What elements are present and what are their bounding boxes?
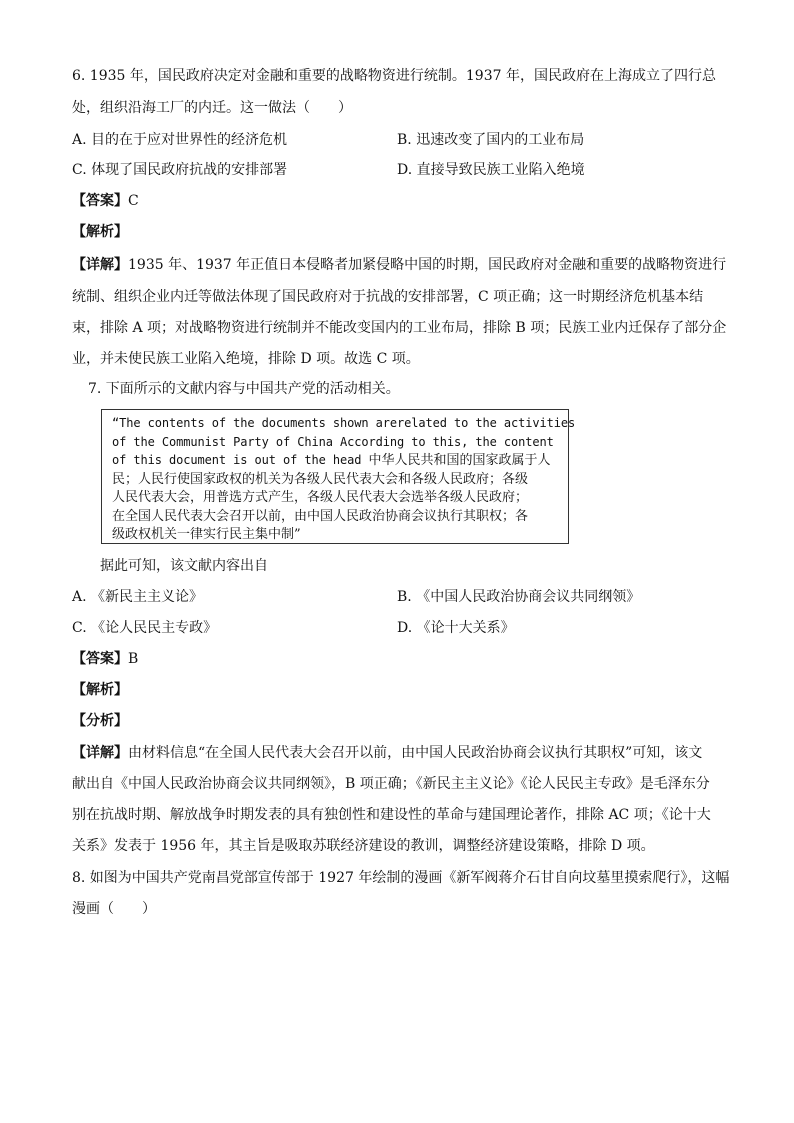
q7-detail-line4: 关系》发表于 1956 年，其主旨是吸取苏联经济建设的教训，调整经济建设策略，排除 D 项。 xyxy=(72,838,655,854)
q7-detail-line1 xyxy=(72,743,702,763)
q7-fenxi-label: 【分析】 xyxy=(72,713,128,729)
q8-stem-line1: 8. 如图为中国共产党南昌党部宣传部于 1927 年绘制的漫画《新军阀蒋介石甘自向坟墓里摸索爬行》，这幅 xyxy=(72,870,730,886)
quote-line: 在全国人民代表大会召开以前，由中国人民政治协商会议执行其职权；各 xyxy=(112,508,529,524)
quote-en: of this document is out of the head xyxy=(112,453,369,467)
q7-analysis-label: 【解析】 xyxy=(72,682,128,698)
q7-option-a: A. 《新民主主义论》 xyxy=(72,589,204,605)
quote-line: 民；人民行使国家政权的机关为各级人民代表大会和各级人民政府；各级 xyxy=(112,471,529,487)
q7-option-c: C. 《论人民民主专政》 xyxy=(72,620,218,636)
q6-stem-line2: 处，组织沿海工厂的内迁。这一做法（ ） xyxy=(72,100,352,116)
q8-stem-line2: 漫画（ ） xyxy=(72,901,156,917)
answer-label: 【答案】 xyxy=(72,651,128,667)
detail-label: 【详解】 xyxy=(72,257,128,273)
q6-option-c: C. 体现了国民政府抗战的安排部署 xyxy=(72,162,288,178)
q7-lead: 据此可知，该文献内容出自 xyxy=(100,558,268,574)
q6-option-d: D. 直接导致民族工业陷入绝境 xyxy=(397,162,585,178)
q6-detail-line3: 束，排除 A 项；对战略物资进行统制并不能改变国内的工业布局，排除 B 项；民族工业内迁保存了部分企 xyxy=(72,320,727,336)
q6-detail-line2: 统制、组织企业内迁等做法体现了国民政府对于抗战的安排部署，C 项正确；这一时期经济危机基本结 xyxy=(72,289,704,305)
q6-analysis-label: 【解析】 xyxy=(72,224,128,240)
q7-option-b: B. 《中国人民政治协商会议共同纲领》 xyxy=(397,589,641,605)
q6-detail-line1 xyxy=(72,255,726,275)
quote-line: 人民代表大会，用普选方式产生，各级人民代表大会选举各级人民政府； xyxy=(112,490,529,505)
quote-line: 级政权机关一律实行民主集中制” xyxy=(112,527,301,542)
quote-line: “The contents of the documents shown arerelated to the activities xyxy=(112,416,576,430)
q7-detail-line2: 献出自《中国人民政治协商会议共同纲领》，B 项正确；《新民主主义论》《论人民民主专政》是毛泽东分 xyxy=(72,776,710,792)
q6-answer xyxy=(72,191,139,211)
quote-line: of the Communist Party of China According to this, the content xyxy=(112,434,554,449)
answer-label: 【答案】 xyxy=(72,193,128,209)
q6-detail-line4: 业，并未使民族工业陷入绝境，排除 D 项。故选 C 项。 xyxy=(72,351,420,367)
detail-text: 由材料信息“在全国人民代表大会召开以前，由中国人民政治协商会议执行其职权”可知，该文 xyxy=(128,745,703,761)
answer-value: C xyxy=(128,193,139,209)
quote-line xyxy=(112,451,560,471)
q6-stem-line1: 6. 1935 年，国民政府决定对金融和重要的战略物资进行统制。1937 年，国民政府在上海成立了四行总 xyxy=(72,68,716,84)
q7-answer xyxy=(72,649,138,669)
detail-text: 1935 年、1937 年正值日本侵略者加紧侵略中国的时期，国民政府对金融和重要的战略物资进行 xyxy=(128,257,727,273)
q7-option-d: D. 《论十大关系》 xyxy=(397,620,515,636)
q6-option-a: A. 目的在于应对世界性的经济危机 xyxy=(72,132,288,148)
q6-option-b: B. 迅速改变了国内的工业布局 xyxy=(397,132,585,148)
answer-value: B xyxy=(128,651,139,667)
q7-stem: 7. 下面所示的文献内容与中国共产党的活动相关。 xyxy=(88,381,400,397)
q7-quote-box xyxy=(101,409,576,544)
q7-detail-line3: 别在抗战时期、解放战争时期发表的具有独创性和建设性的革命与建国理论著作，排除 AC 项；《论十大 xyxy=(72,807,711,823)
detail-label: 【详解】 xyxy=(72,745,128,761)
quote-zh: 中华人民共和国的国家政属于人 xyxy=(368,453,551,468)
